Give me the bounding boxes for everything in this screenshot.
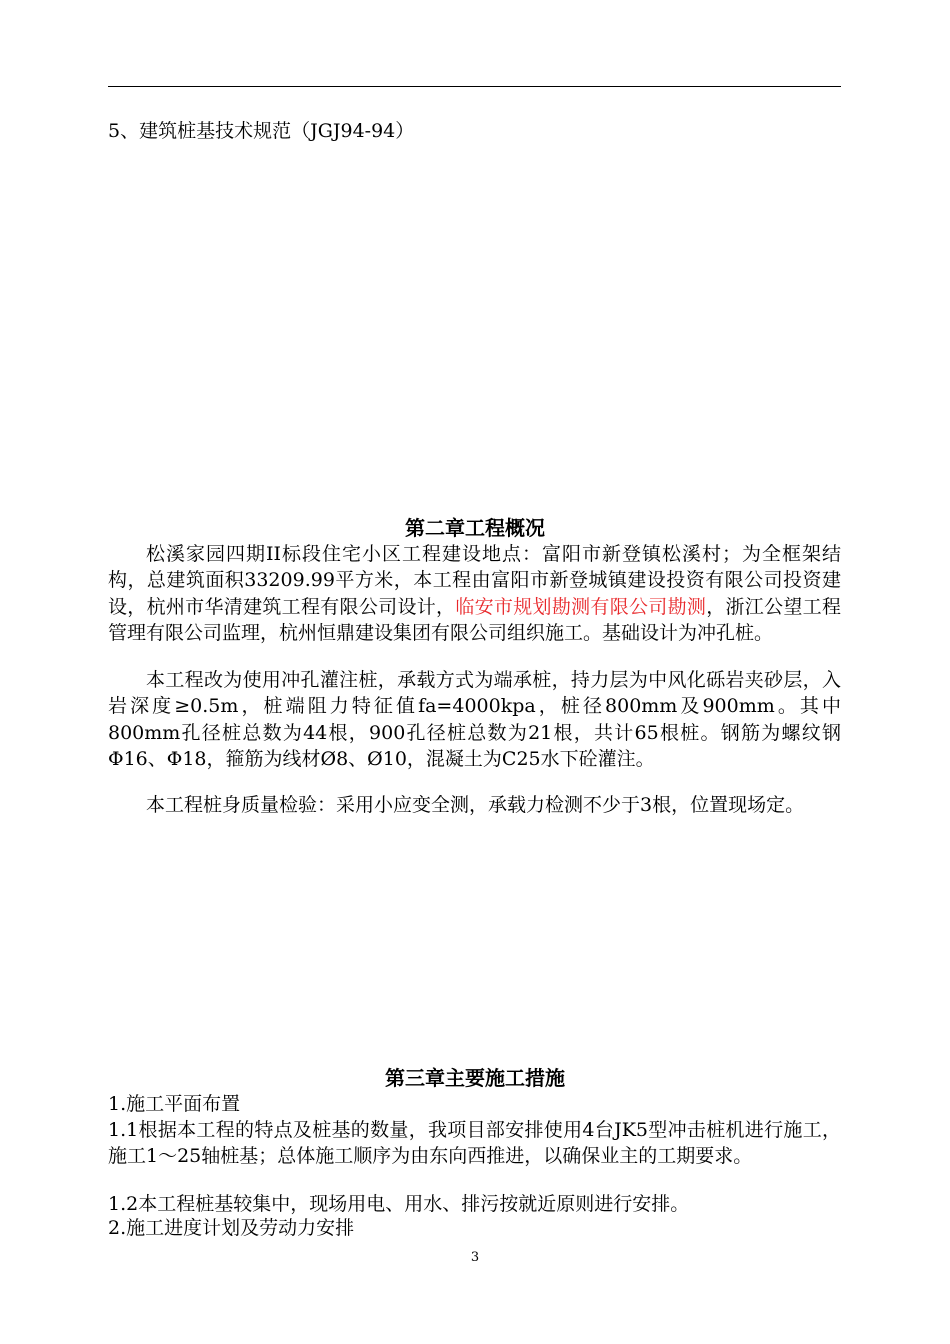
page-number: 3 bbox=[470, 1250, 480, 1265]
p1-survey-company: 临安市规划勘测有限公司勘测 bbox=[455, 595, 707, 618]
p1-text-a: 松溪家园四期II标段住宅小区工程建设地点：富阳市新登镇松溪村；为全框架结构，总建筑面积33209.99平方米，本工程由富阳市新登城镇建设投资有限公司投资建设，杭州市华清建筑工程有限公司设计， bbox=[108, 543, 841, 618]
reference-item: 5、建筑桩基技术规范（JGJ94-94） bbox=[108, 120, 415, 142]
chapter2-paragraph-2: 本工程改为使用冲孔灌注桩，承载方式为端承桩，持力层为中风化砾岩夹砂层，入岩深度≥0.5m，桩端阻力特征值fa=4000kpa，桩径800mm及900mm。其中800mm孔径桩总数为44根，900孔径桩总数为21根，共计65根桩。钢筋为螺纹钢Φ16、Φ18，箍筋为线材Ø8、Ø10，混凝土为C25水下砼灌注。 bbox=[108, 669, 841, 771]
chapter3-item-1-1: 1.1根据本工程的特点及桩基的数量，我项目部安排使用4台JK5型冲击桩机进行施工，施工1～25轴桩基；总体施工顺序为由东向西推进，以确保业主的工期要求。 bbox=[108, 1119, 841, 1168]
chapter2-paragraph-1 bbox=[108, 541, 841, 647]
chapter3-item-1-2: 1.2本工程桩基较集中，现场用电、用水、排污按就近原则进行安排。 bbox=[108, 1193, 690, 1215]
chapter3-item-1: 1.施工平面布置 bbox=[108, 1093, 241, 1115]
chapter2-heading: 第二章工程概况 bbox=[405, 516, 545, 540]
chapter3-item-2: 2.施工进度计划及劳动力安排 bbox=[108, 1217, 355, 1239]
chapter3-heading: 第三章主要施工措施 bbox=[385, 1066, 565, 1090]
p1-text-b: ，浙江公望工程管理有限公司监理，杭州恒鼎建设集团有限公司组织施工。基础设计为冲孔桩。 bbox=[108, 595, 841, 645]
chapter2-paragraph-3: 本工程桩身质量检验：采用小应变全测，承载力检测不少于3根，位置现场定。 bbox=[146, 794, 805, 816]
header-rule bbox=[108, 86, 841, 87]
